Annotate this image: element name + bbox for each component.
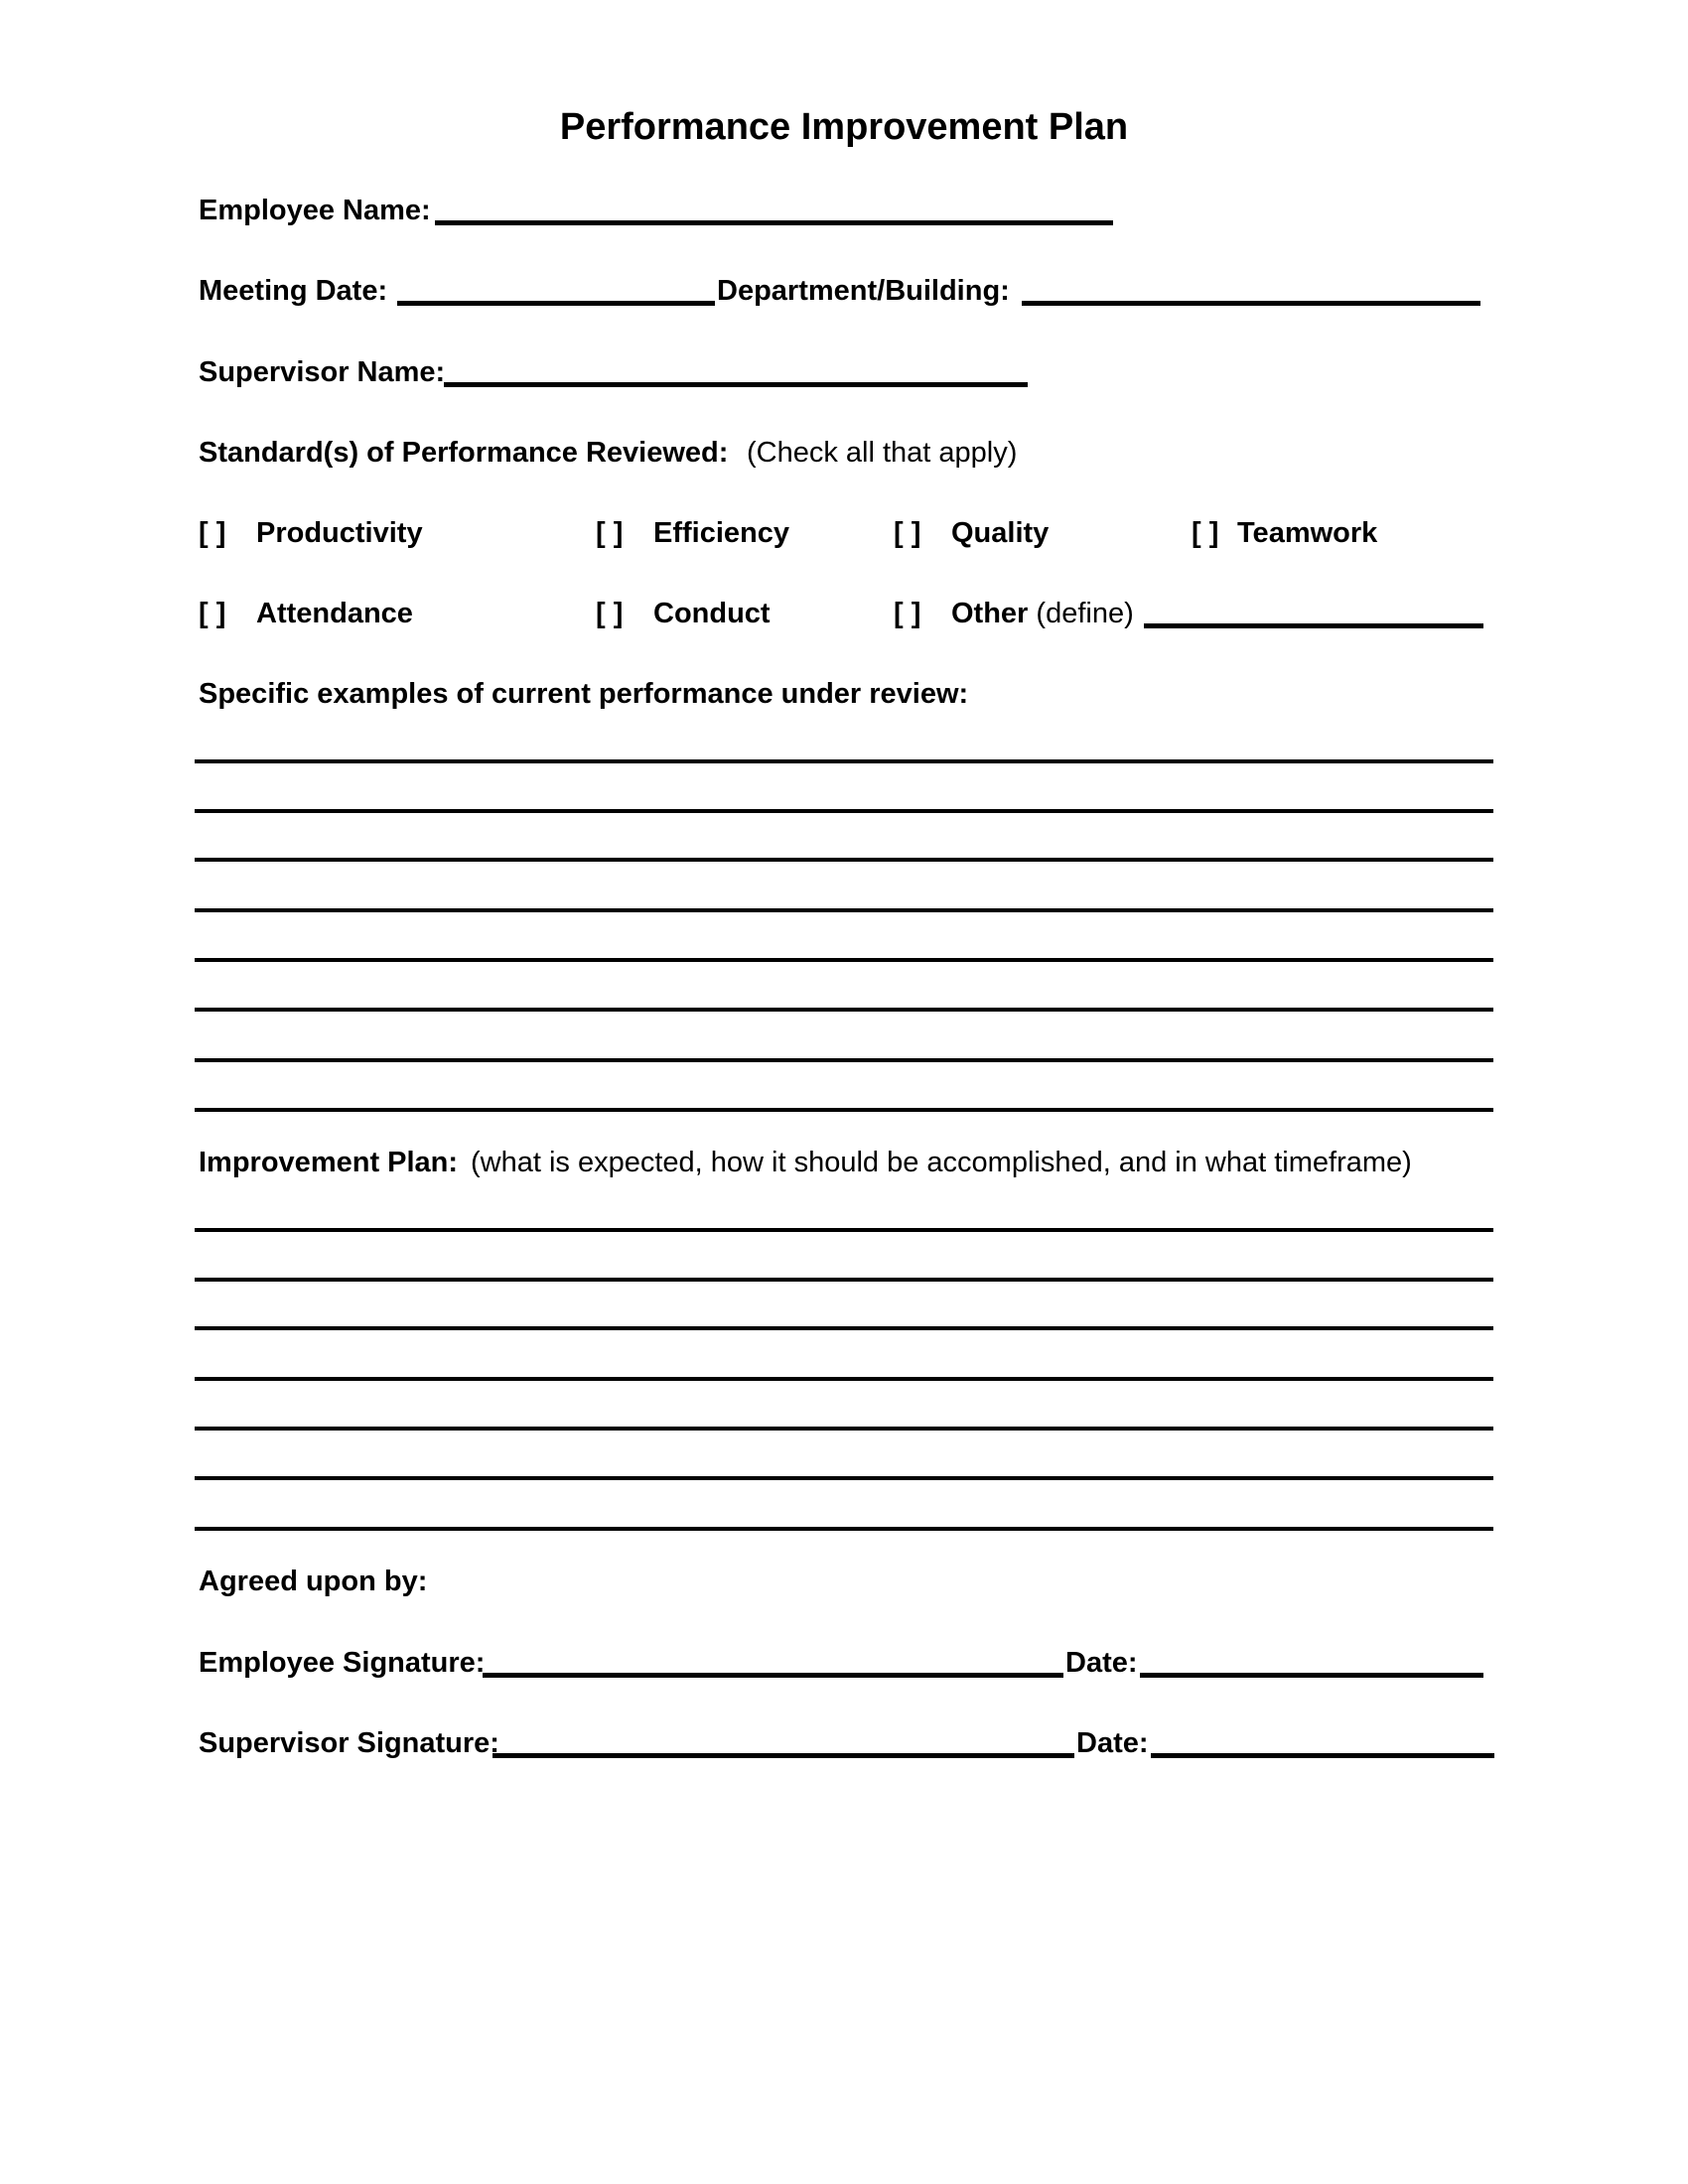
standards-hint: (Check all that apply) (747, 437, 1018, 469)
meeting-date-field[interactable] (397, 301, 715, 306)
employee-signature-label: Employee Signature: (199, 1647, 486, 1679)
examples-line-1[interactable] (195, 759, 1493, 763)
examples-line-2[interactable] (195, 809, 1493, 813)
examples-line-4[interactable] (195, 908, 1493, 912)
department-field[interactable] (1022, 301, 1480, 306)
other-define-field[interactable] (1144, 623, 1483, 628)
supervisor-signature-label: Supervisor Signature: (199, 1727, 499, 1759)
examples-line-3[interactable] (195, 858, 1493, 862)
checkbox-conduct[interactable] (596, 594, 771, 633)
supervisor-signature-field[interactable] (492, 1753, 1074, 1758)
checkbox-label: Conduct (653, 598, 771, 629)
checkbox-label: Productivity (256, 517, 423, 549)
checkbox-box: [ ] (199, 598, 226, 629)
improvement-line-3[interactable] (195, 1326, 1493, 1330)
checkbox-other[interactable] (894, 594, 1134, 633)
checkbox-label: Teamwork (1237, 517, 1378, 549)
employee-signature-field[interactable] (483, 1673, 1063, 1678)
checkbox-label: Quality (951, 517, 1050, 549)
standards-heading: Standard(s) of Performance Reviewed: (199, 437, 729, 469)
supervisor-name-label: Supervisor Name: (199, 356, 446, 388)
improvement-line-6[interactable] (195, 1476, 1493, 1480)
meeting-date-label: Meeting Date: (199, 275, 388, 307)
checkbox-box: [ ] (1192, 517, 1219, 549)
employee-name-field[interactable] (435, 220, 1113, 225)
checkbox-label: Efficiency (653, 517, 789, 549)
supervisor-date-field[interactable] (1151, 1753, 1494, 1758)
improvement-plan-hint: (what is expected, how it should be accomplished, and in what timeframe) (471, 1147, 1412, 1178)
other-define-hint: (define) (1036, 598, 1134, 629)
checkbox-box: [ ] (596, 598, 624, 629)
employee-name-label: Employee Name: (199, 195, 431, 226)
improvement-line-4[interactable] (195, 1377, 1493, 1381)
checkbox-attendance[interactable] (199, 594, 413, 633)
checkbox-box: [ ] (596, 517, 624, 549)
examples-heading: Specific examples of current performance under review: (199, 678, 969, 710)
checkbox-efficiency[interactable] (596, 513, 789, 553)
employee-date-field[interactable] (1140, 1673, 1483, 1678)
checkbox-quality[interactable] (894, 513, 1049, 553)
examples-line-6[interactable] (195, 1008, 1493, 1012)
page-title: Performance Improvement Plan (559, 106, 1129, 148)
checkbox-box: [ ] (894, 517, 921, 549)
checkbox-label: Attendance (256, 598, 413, 629)
checkbox-box: [ ] (894, 598, 921, 629)
examples-line-7[interactable] (195, 1058, 1493, 1062)
checkbox-teamwork[interactable] (1192, 513, 1377, 553)
department-label: Department/Building: (717, 275, 1010, 307)
improvement-plan-heading: Improvement Plan: (199, 1147, 459, 1178)
improvement-line-5[interactable] (195, 1427, 1493, 1431)
examples-line-8[interactable] (195, 1108, 1493, 1112)
agreement-heading: Agreed upon by: (199, 1566, 428, 1597)
improvement-line-7[interactable] (195, 1527, 1493, 1531)
checkbox-label: Other (951, 598, 1029, 629)
supervisor-date-label: Date: (1076, 1727, 1149, 1759)
employee-date-label: Date: (1065, 1647, 1138, 1679)
improvement-line-1[interactable] (195, 1228, 1493, 1232)
supervisor-name-field[interactable] (444, 382, 1028, 387)
checkbox-box: [ ] (199, 517, 226, 549)
improvement-line-2[interactable] (195, 1278, 1493, 1282)
examples-line-5[interactable] (195, 958, 1493, 962)
checkbox-productivity[interactable] (199, 513, 423, 553)
